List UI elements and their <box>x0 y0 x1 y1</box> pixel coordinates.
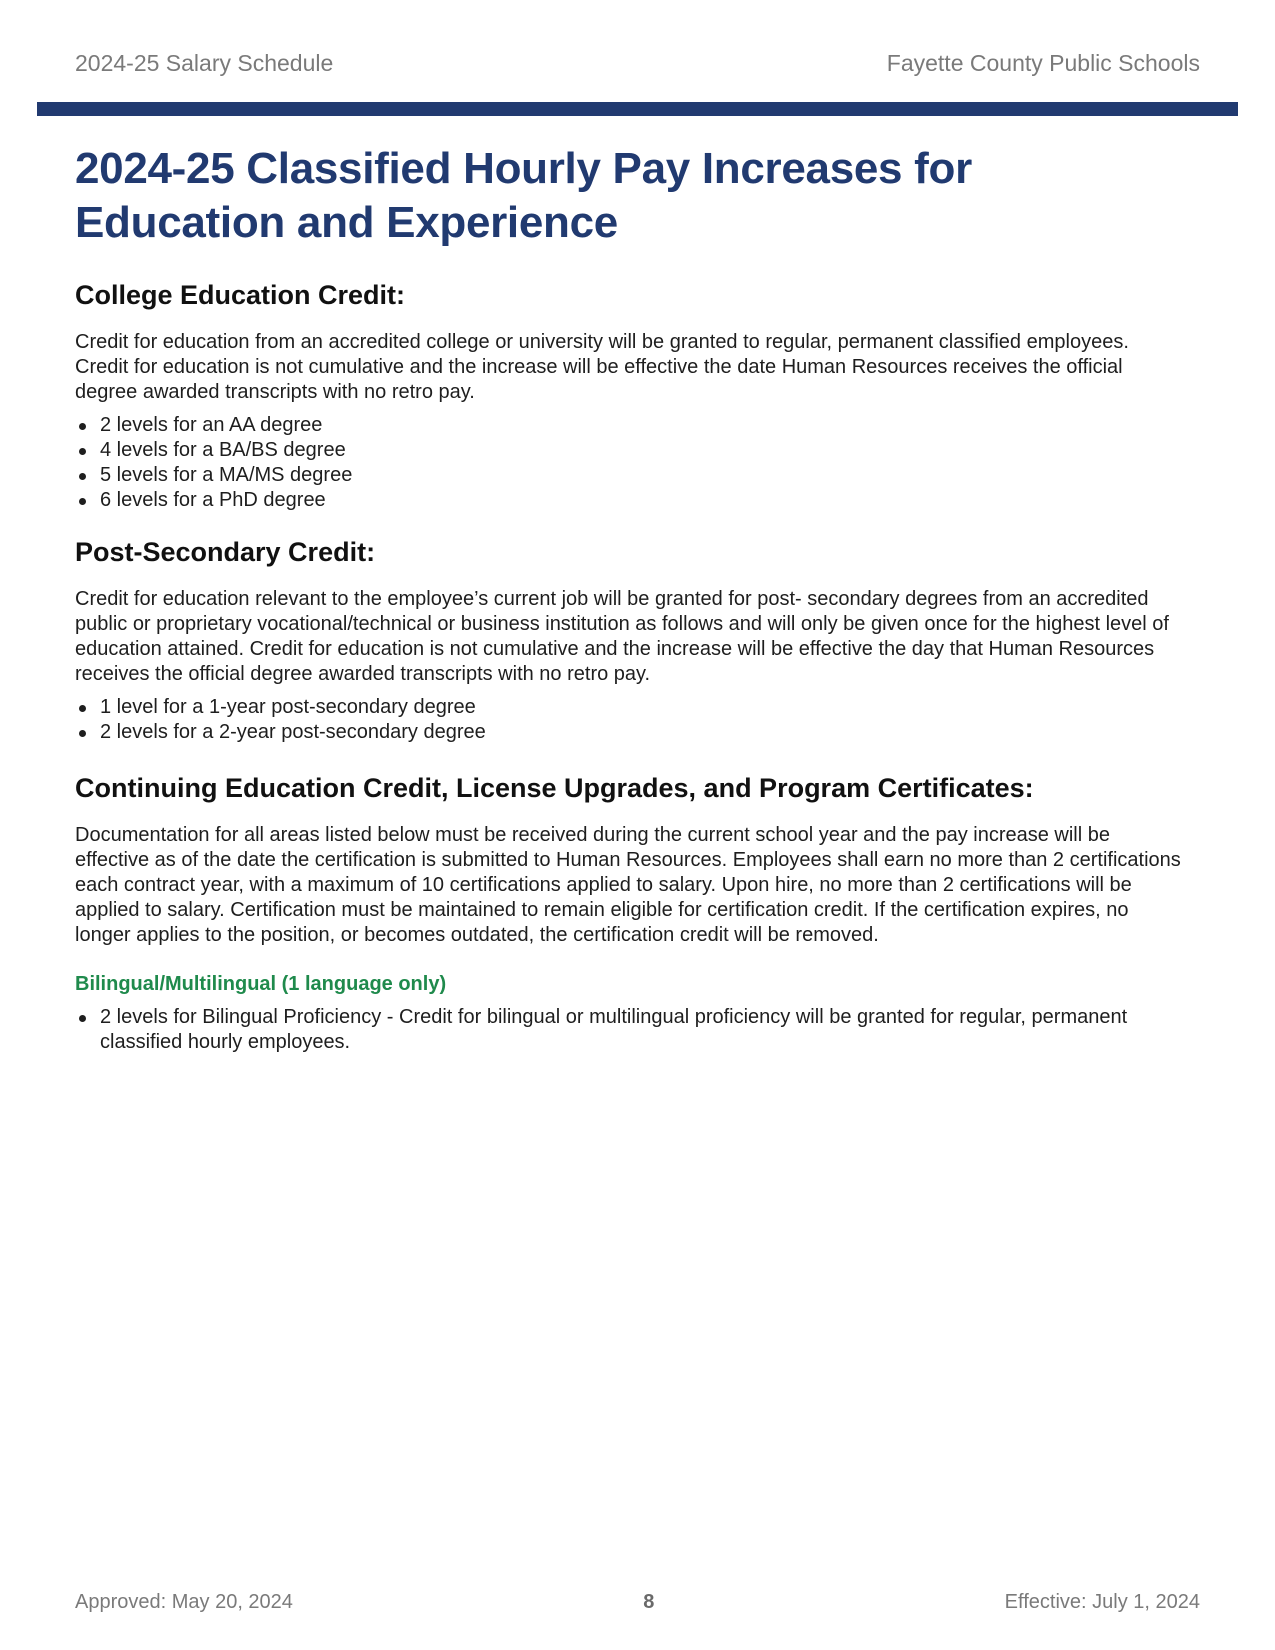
page-title: 2024-25 Classified Hourly Pay Increases for Education and Experience <box>75 144 972 247</box>
list-item-text: 5 levels for a MA/MS degree <box>100 464 353 486</box>
section-paragraph: Credit for education from an accredited college or university will be granted to regular, permanent classified employees. Credit for education is not cumulative and the increase will be effective the date Human Resources receives the official degree awarded transcripts with no retro pay. <box>75 331 1129 403</box>
list-item-text: 6 levels for a PhD degree <box>100 489 326 511</box>
header-rule <box>37 102 1238 116</box>
list-item-text: 4 levels for a BA/BS degree <box>100 439 346 461</box>
bullet-icon <box>79 705 86 712</box>
bullet-icon <box>79 448 86 455</box>
section-heading: Post-Secondary Credit: <box>75 537 376 567</box>
list-item-text: 2 levels for Bilingual Proficiency - Credit for bilingual or multilingual proficiency will be granted for regular, permanent classified hourly employees. <box>100 1006 1128 1053</box>
list-item <box>75 488 1185 513</box>
running-footer <box>75 1591 1200 1614</box>
header-right-text: Fayette County Public Schools <box>886 50 1200 76</box>
bullet-list <box>75 695 1185 745</box>
list-item-text: 1 level for a 1-year post-secondary degree <box>100 696 476 718</box>
list-item <box>75 720 1185 745</box>
footer-effective-date: Effective: July 1, 2024 <box>1004 1591 1200 1613</box>
bullet-list <box>75 413 1185 513</box>
header-left-text: 2024-25 Salary Schedule <box>75 50 334 76</box>
page-content <box>75 142 1185 1055</box>
bullet-icon <box>79 730 86 737</box>
bullet-icon <box>79 473 86 480</box>
list-item <box>75 438 1185 463</box>
bullet-icon <box>79 1015 86 1022</box>
list-item-text: 2 levels for an AA degree <box>100 414 323 436</box>
bullet-icon <box>79 423 86 430</box>
list-item <box>75 1005 1185 1055</box>
list-item <box>75 413 1185 438</box>
page-number: 8 <box>643 1591 655 1613</box>
section-heading: College Education Credit: <box>75 280 406 310</box>
section-paragraph: Credit for education relevant to the employee’s current job will be granted for post- secondary degrees from an accredited public or proprietary vocational/technical or business institution as follows and will only be given once for the highest level of education attained. Credit for education is not cumulative and the increase will be effective the day that Human Resources receives the official degree awarded transcripts with no retro pay. <box>75 588 1169 685</box>
section-heading: Continuing Education Credit, License Upgrades, and Program Certificates: <box>75 773 1034 803</box>
list-item <box>75 463 1185 488</box>
section-paragraph: Documentation for all areas listed below must be received during the current school year and the pay increase will be effective as of the date the certification is submitted to Human Resources. Employees shall earn no more than 2 certifications each contract year, with a maximum of 10 certifications applied to salary. Upon hire, no more than 2 certifications will be applied to salary. Certification must be maintained to remain eligible for certification credit. If the certification expires, no longer applies to the position, or becomes outdated, the certification credit will be removed. <box>75 824 1181 946</box>
list-item <box>75 695 1185 720</box>
bullet-list <box>75 1005 1185 1055</box>
subheading-bilingual: Bilingual/Multilingual (1 language only) <box>75 973 447 995</box>
footer-approved-date: Approved: May 20, 2024 <box>75 1591 293 1613</box>
section-post-secondary-credit <box>75 535 1185 745</box>
section-college-education-credit <box>75 278 1185 513</box>
section-continuing-education-credit <box>75 771 1185 1055</box>
running-header <box>75 50 1200 77</box>
bullet-icon <box>79 498 86 505</box>
list-item-text: 2 levels for a 2-year post-secondary degree <box>100 721 486 743</box>
